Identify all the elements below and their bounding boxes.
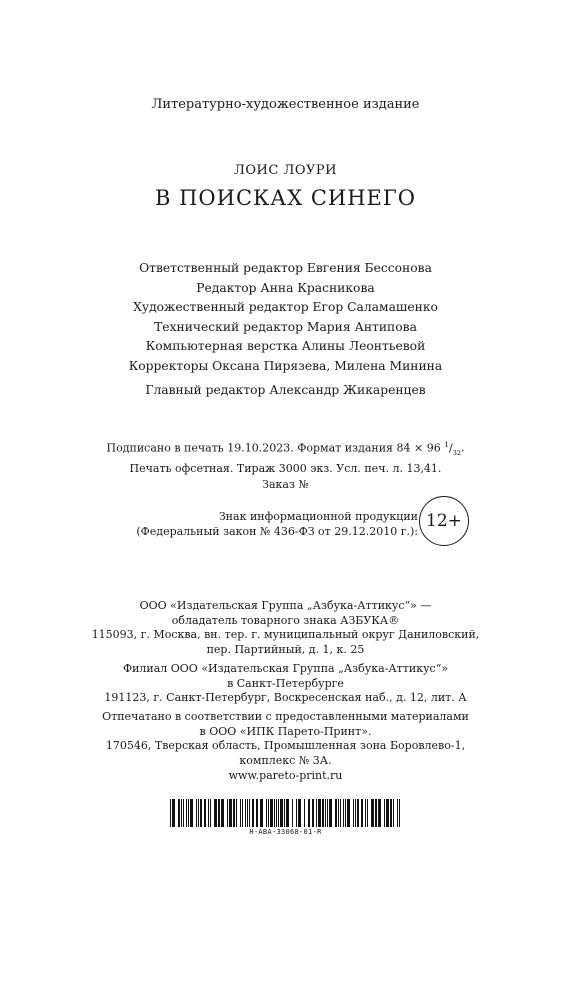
barcode-bar [316, 799, 317, 827]
barcode-bar [210, 799, 211, 827]
format-fraction-den: 32 [452, 448, 461, 457]
barcode-bar [386, 799, 389, 827]
barcode-bar [183, 799, 184, 827]
barcode-bar [204, 799, 206, 827]
book-title: В ПОИСКАХ СИНЕГО [155, 186, 416, 210]
credit-line: Ответственный редактор Евгения Бессонова [139, 261, 432, 275]
barcode-bar [345, 799, 346, 827]
barcode-bar [274, 799, 275, 827]
barcode-bar [280, 799, 283, 827]
barcode-bar [335, 799, 337, 827]
barcode-bar [304, 799, 305, 827]
barcode-bar [365, 799, 366, 827]
barcode-bar [236, 799, 237, 827]
barcode-bar [178, 799, 180, 827]
barcode-bar [384, 799, 385, 827]
publisher-line: обладатель товарного знака АЗБУКА® [171, 613, 400, 627]
barcode-bar [227, 799, 228, 827]
publisher-info [0, 599, 571, 787]
barcode-bar [240, 799, 241, 827]
printer-line: 170546, Тверская область, Промышленная зона Боровлево-1, [105, 739, 466, 753]
barcode-bar [208, 799, 209, 827]
barcode-bar [221, 799, 224, 827]
age-rating-label-line-1: Знак информационной продукции [218, 510, 418, 523]
print-info [0, 437, 571, 493]
barcode-bar [172, 799, 175, 827]
printer-line: Отпечатано в соответствии с предоставленными материалами [102, 709, 469, 723]
barcode-bar [308, 799, 310, 827]
barcode-bar [390, 799, 392, 827]
barcode-bar [375, 799, 377, 827]
barcode-bar [188, 799, 189, 827]
print-info-line-1: Подписано в печать 19.10.2023. Формат издания 84 × 96 $^1/_{32}$. [106, 440, 465, 457]
barcode-bar [343, 799, 344, 827]
credit-line: Корректоры Оксана Пирязева, Милена Минина [128, 358, 443, 373]
barcode-bar [233, 799, 235, 827]
edition-type: Литературно-художественное издание [151, 97, 420, 112]
barcode-bar [242, 799, 243, 827]
branch-line: 191123, г. Санкт-Петербург, Воскресенская наб., д. 12, лит. А [104, 691, 467, 705]
barcode-bar [292, 799, 293, 827]
barcode-bar [340, 799, 341, 827]
barcode-bar [361, 799, 363, 827]
barcode-bar [200, 799, 202, 827]
barcode-bar [276, 799, 277, 827]
branch-line: в Санкт-Петербурге [227, 676, 344, 690]
barcode-bar [190, 799, 193, 827]
barcode-bar [260, 799, 263, 827]
barcode-bar [327, 799, 328, 827]
barcode-bar [312, 799, 314, 827]
barcode-bar [229, 799, 232, 827]
barcode-bar [198, 799, 199, 827]
barcode-bar [378, 799, 381, 827]
print-info-line-2: Печать офсетная. Тираж 3000 экз. Усл. печ. л. 13,41. [129, 461, 442, 475]
barcode-text: H-ABA-33068-01-R [249, 828, 322, 836]
barcode-bar [245, 799, 246, 827]
barcode-bar [322, 799, 324, 827]
barcode-bar [270, 799, 273, 827]
branch-group [0, 662, 571, 706]
barcode-bar [214, 799, 217, 827]
credit-line: Технический редактор Мария Антипова [154, 319, 417, 334]
barcode-bar [256, 799, 258, 827]
credit-line: Редактор Анна Красникова [196, 280, 375, 295]
barcode-bar [355, 799, 356, 827]
print-format: Подписано в печать 19.10.2023. Формат издания 84 × 96 [106, 441, 441, 455]
age-rating-badge [419, 496, 469, 546]
barcode-icon [170, 799, 400, 827]
format-fraction-num: 1 [444, 440, 449, 449]
barcode-bar [170, 799, 171, 827]
printer-group [0, 710, 571, 784]
age-rating-label-line-2: (Федеральный закон № 436-ФЗ от 29.12.2010 г.): [136, 525, 418, 538]
barcode-bar [249, 799, 250, 827]
barcode-bar [399, 799, 400, 827]
barcode-bar [298, 799, 301, 827]
barcode-bar [325, 799, 326, 827]
barcode-bar [284, 799, 285, 827]
publisher-group [0, 599, 571, 658]
barcode-bar [371, 799, 374, 827]
age-rating-value: 12+ [426, 511, 462, 531]
barcode-bar [367, 799, 368, 827]
credits-block [0, 259, 571, 401]
barcode-bar [318, 799, 321, 827]
printer-website: www.pareto-print.ru [228, 768, 343, 782]
author-name: ЛОИС ЛОУРИ [234, 163, 337, 178]
credit-line: Компьютерная верстка Алины Леонтьевой [145, 339, 426, 353]
barcode-bar [329, 799, 332, 827]
age-rating-label [134, 509, 418, 539]
printer-line: комплекс № 3А. [239, 754, 332, 768]
publisher-line: пер. Партийный, д. 1, к. 25 [206, 643, 365, 657]
barcode-bar [266, 799, 267, 827]
barcode-bar [296, 799, 297, 827]
barcode-bar [393, 799, 394, 827]
order-number: Заказ № [262, 477, 309, 491]
barcode-bar [268, 799, 269, 827]
barcode-bar [278, 799, 279, 827]
barcode-bar [186, 799, 187, 827]
barcode-bar [181, 799, 182, 827]
barcode-bar [353, 799, 354, 827]
barcode-bar [397, 799, 398, 827]
barcode-bar [218, 799, 220, 827]
credit-line: Художественный редактор Егор Саламашенко [133, 300, 438, 314]
publisher-line: ООО «Издательская Группа „Азбука-Аттикус“» — [139, 599, 432, 612]
barcode-bar [247, 799, 248, 827]
barcode-bar [252, 799, 254, 827]
barcode-bar [196, 799, 197, 827]
publisher-line: 115093, г. Москва, вн. тер. г. муниципальный округ Даниловский, [91, 628, 480, 642]
barcode-bar [286, 799, 289, 827]
barcode-bar [357, 799, 359, 827]
chief-editor: Главный редактор Александр Жикаренцев [145, 383, 426, 397]
branch-line: Филиал ООО «Издательская Группа „Азбука-Аттикус“» [122, 661, 449, 675]
barcode-bar [347, 799, 350, 827]
barcode-bar [338, 799, 339, 827]
printer-line: в ООО «ИПК Парето-Принт». [199, 724, 372, 738]
